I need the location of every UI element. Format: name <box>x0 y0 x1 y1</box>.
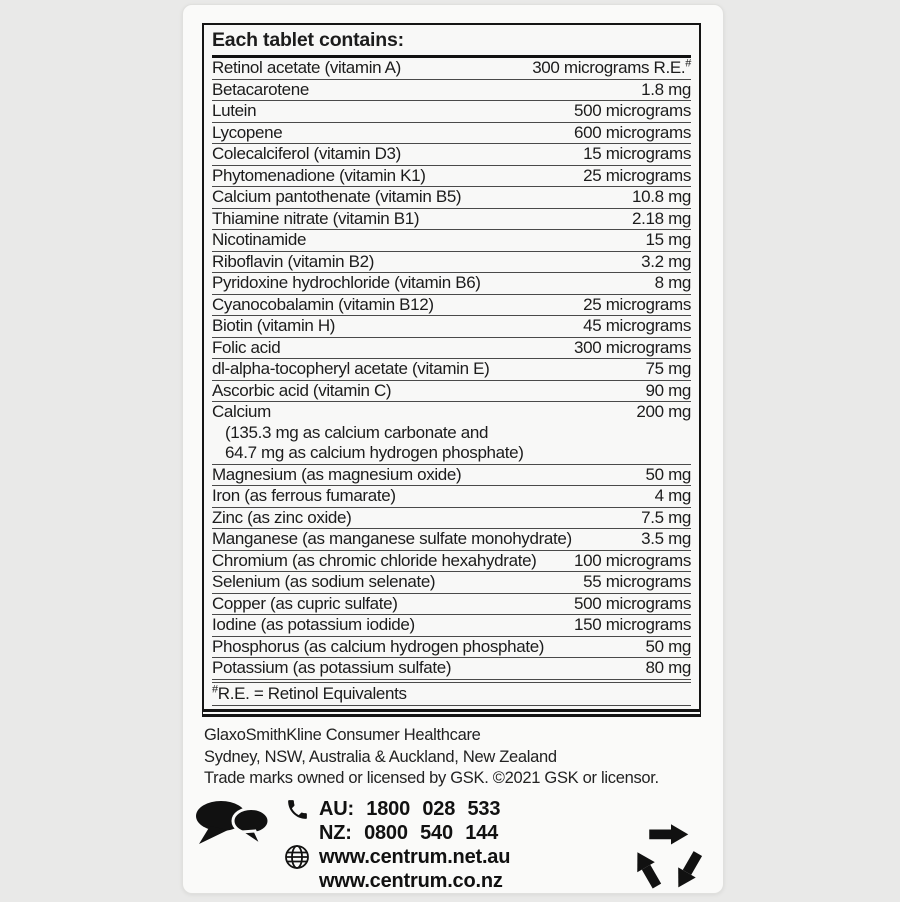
ingredient-name: Riboflavin (vitamin B2) <box>212 251 375 271</box>
ingredient-value: 100 micrograms <box>574 550 691 570</box>
ingredient-value: 25 micrograms <box>583 294 691 314</box>
ingredient-row <box>212 123 691 145</box>
ingredient-row <box>212 465 691 487</box>
ingredient-name: Ascorbic acid (vitamin C) <box>212 380 392 400</box>
ingredient-value: 80 mg <box>645 658 691 678</box>
ingredient-value: 600 micrograms <box>574 122 691 142</box>
package-back-panel <box>182 4 724 894</box>
ingredient-row <box>212 316 691 338</box>
ingredient-note: 64.7 mg as calcium hydrogen phosphate) <box>225 443 524 463</box>
ingredient-name: Iodine (as potassium iodide) <box>212 615 415 635</box>
ingredient-value: 15 mg <box>645 230 691 250</box>
contact-grid-spacer <box>279 821 315 845</box>
speech-bubbles-icon <box>195 800 271 848</box>
ingredients-table <box>202 23 701 717</box>
ingredient-name: Calcium pantothenate (vitamin B5) <box>212 187 462 207</box>
contact-block <box>195 797 510 893</box>
ingredient-name: Potassium (as potassium sulfate) <box>212 658 452 678</box>
website-nz: www.centrum.co.nz <box>319 870 503 892</box>
footnote-body: R.E. = Retinol Equivalents <box>217 684 407 704</box>
ingredient-row <box>212 658 691 680</box>
ingredient-row <box>212 402 691 465</box>
ingredient-value: 15 micrograms <box>583 144 691 164</box>
ingredient-row <box>212 615 691 637</box>
ingredient-name: Calcium <box>212 402 271 422</box>
ingredient-name: Manganese (as manganese sulfate monohydrate) <box>212 529 572 549</box>
ingredient-name: Nicotinamide <box>212 230 307 250</box>
ingredient-name: Selenium (as sodium selenate) <box>212 572 436 592</box>
ingredient-row <box>212 101 691 123</box>
ingredient-name: Folic acid <box>212 337 281 357</box>
phone-icon <box>279 797 315 821</box>
ingredient-value: 300 micrograms <box>574 337 691 357</box>
ingredient-value: 75 mg <box>645 359 691 379</box>
ingredient-row <box>212 58 691 80</box>
ingredient-name: Chromium (as chromic chloride hexahydrate) <box>212 550 537 570</box>
website-au: www.centrum.net.au <box>319 846 511 868</box>
ingredient-value: 25 micrograms <box>583 165 691 185</box>
ingredient-value: 200 mg <box>636 402 691 422</box>
ingredient-name: Colecalciferol (vitamin D3) <box>212 144 401 164</box>
ingredient-row <box>212 230 691 252</box>
ingredient-value: 55 micrograms <box>583 572 691 592</box>
ingredient-note: (135.3 mg as calcium carbonate and <box>225 422 489 442</box>
footnote-sup: # <box>212 683 218 696</box>
ingredient-name: Magnesium (as magnesium oxide) <box>212 464 462 484</box>
ingredient-row <box>212 187 691 209</box>
ingredient-name: Betacarotene <box>212 79 309 99</box>
ingredient-row <box>212 295 691 317</box>
ingredient-name: Zinc (as zinc oxide) <box>212 507 352 527</box>
ingredient-value: 50 mg <box>645 636 691 656</box>
table-header: Each tablet contains: <box>212 25 691 58</box>
ingredient-value: 4 mg <box>654 486 691 506</box>
ingredient-row <box>212 572 691 594</box>
ingredient-value: 2.18 mg <box>632 208 691 228</box>
ingredient-name: Retinol acetate (vitamin A) <box>212 58 401 78</box>
ingredient-value: 45 micrograms <box>583 316 691 336</box>
ingredient-value: 7.5 mg <box>641 507 691 527</box>
ingredient-name: Copper (as cupric sulfate) <box>212 593 398 613</box>
ingredient-row <box>212 529 691 551</box>
ingredient-value: 500 micrograms <box>574 593 691 613</box>
ingredient-row <box>212 80 691 102</box>
ingredient-value: 8 mg <box>654 273 691 293</box>
ingredient-row <box>212 273 691 295</box>
ingredient-value: 150 micrograms <box>574 615 691 635</box>
ingredient-row <box>212 594 691 616</box>
ingredient-value: 50 mg <box>645 464 691 484</box>
ingredient-row <box>212 359 691 381</box>
ingredient-row <box>212 508 691 530</box>
ingredient-name: dl-alpha-tocopheryl acetate (vitamin E) <box>212 359 490 379</box>
ingredient-row <box>212 209 691 231</box>
phone-number-nz: NZ: 0800 540 144 <box>319 822 499 844</box>
contact-grid-spacer <box>279 869 315 893</box>
ingredient-name: Phytomenadione (vitamin K1) <box>212 165 426 185</box>
ingredient-value: 10.8 mg <box>632 187 691 207</box>
ingredient-value: 1.8 mg <box>641 79 691 99</box>
ingredient-name: Cyanocobalamin (vitamin B12) <box>212 294 434 314</box>
ingredient-value: 500 micrograms <box>574 101 691 121</box>
footnote-text <box>212 684 407 704</box>
ingredient-name: Lutein <box>212 101 257 121</box>
ingredient-row <box>212 338 691 360</box>
ingredient-row <box>212 381 691 403</box>
ingredient-row <box>212 166 691 188</box>
footnote-row <box>212 683 691 706</box>
globe-icon <box>279 845 315 869</box>
ingredient-name: Iron (as ferrous fumarate) <box>212 486 396 506</box>
ingredient-row <box>212 551 691 573</box>
manufacturer-block <box>204 725 704 790</box>
ingredient-row <box>212 486 691 508</box>
ingredient-value: 300 micrograms R.E.# <box>532 57 691 78</box>
ingredient-name: Thiamine nitrate (vitamin B1) <box>212 208 420 228</box>
ingredient-name: Phosphorus (as calcium hydrogen phosphate) <box>212 636 545 656</box>
ingredient-name: Pyridoxine hydrochloride (vitamin B6) <box>212 273 481 293</box>
ingredients-rows <box>212 58 691 683</box>
value-superscript: # <box>685 57 691 70</box>
trademark-notice: Trade marks owned or licensed by GSK. ©2021 GSK or licensor. <box>204 769 659 788</box>
ingredient-value: 3.2 mg <box>641 251 691 271</box>
ingredient-name: Lycopene <box>212 122 283 142</box>
manufacturer-name: GlaxoSmithKline Consumer Healthcare <box>204 726 481 744</box>
ingredient-row <box>212 252 691 274</box>
ingredient-row <box>212 637 691 659</box>
ingredient-value: 90 mg <box>645 380 691 400</box>
ingredient-name: Biotin (vitamin H) <box>212 316 336 336</box>
manufacturer-address: Sydney, NSW, Australia & Auckland, New Zealand <box>204 747 557 766</box>
ingredient-row <box>212 144 691 166</box>
phone-number-au: AU: 1800 028 533 <box>319 798 501 820</box>
ingredient-value: 3.5 mg <box>641 529 691 549</box>
recycle-icon <box>630 813 706 897</box>
